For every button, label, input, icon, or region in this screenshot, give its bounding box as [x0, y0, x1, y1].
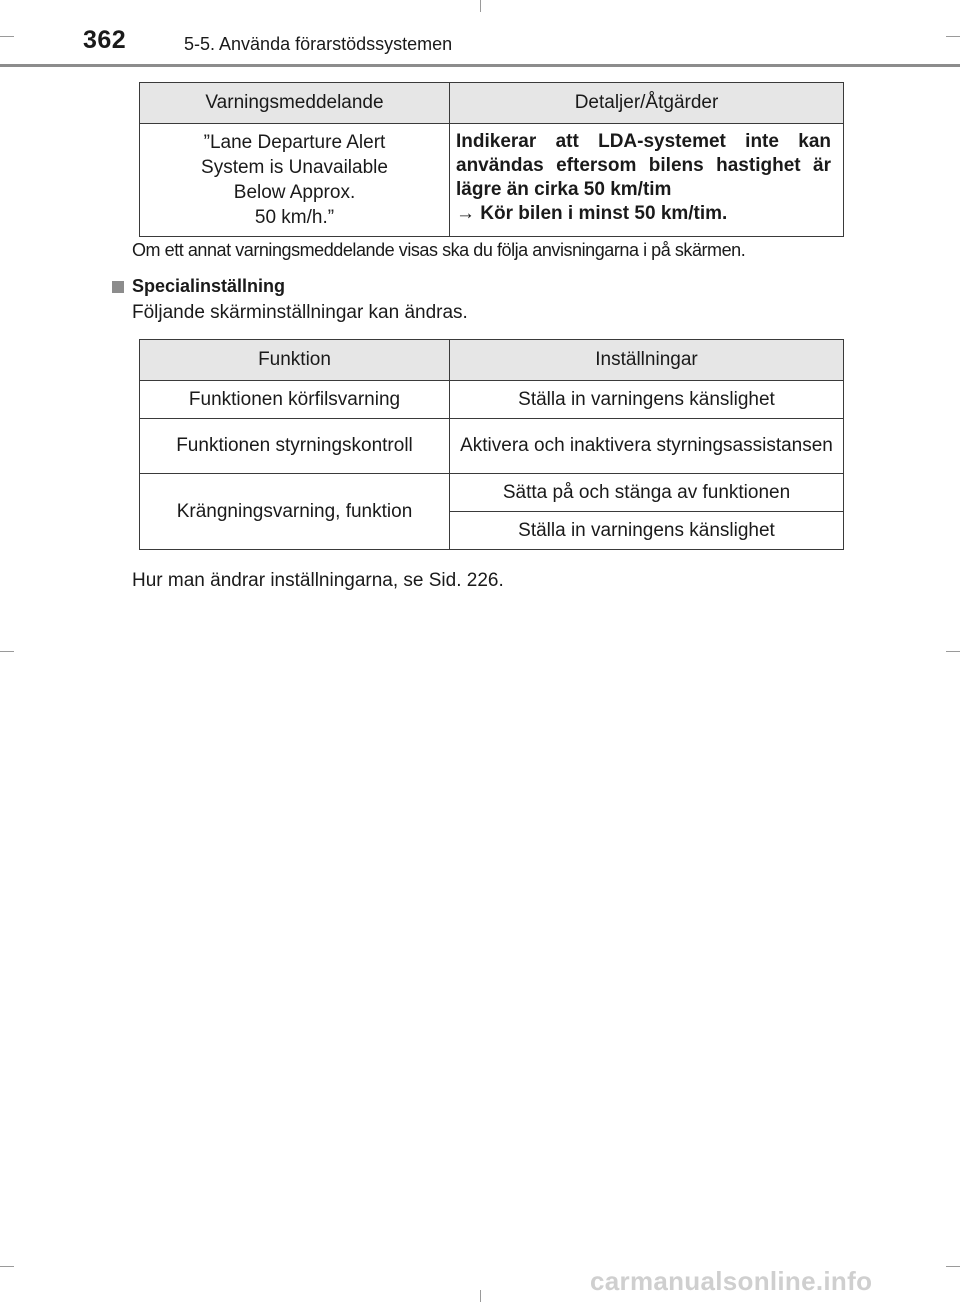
- setting-cell: Ställa in varningens känslighet: [450, 512, 844, 550]
- other-warnings-text: Om ett annat varningsmeddelande visas ska du följa anvisningarna i på skärmen.: [132, 240, 746, 260]
- table-row: [140, 124, 844, 237]
- table-row: [140, 381, 844, 419]
- table-header-row: [140, 83, 844, 124]
- crop-mark: [0, 651, 14, 652]
- table-row: [140, 474, 844, 512]
- special-setting-heading: [112, 276, 285, 297]
- footer-note: Hur man ändrar inställningarna, se Sid. 226.: [132, 570, 504, 591]
- crop-mark: [0, 1266, 14, 1267]
- setting-cell: Sätta på och stänga av funktionen: [450, 474, 844, 512]
- crop-mark: [946, 1266, 960, 1267]
- column-header: Inställningar: [450, 340, 844, 381]
- function-cell: Funktionen styrningskontroll: [140, 419, 450, 474]
- table-header-row: [140, 340, 844, 381]
- message-line: Below Approx.: [233, 182, 356, 203]
- square-bullet-icon: [112, 281, 124, 293]
- section-title: 5-5. Använda förarstödssystemen: [184, 34, 453, 54]
- table-row: [140, 419, 844, 474]
- crop-mark: [0, 36, 14, 37]
- message-line: ”Lane Departure Alert: [203, 132, 386, 153]
- setting-cell: Ställa in varningens känslighet: [450, 381, 844, 419]
- crop-mark: [480, 0, 481, 12]
- function-cell: Funktionen körfilsvarning: [140, 381, 450, 419]
- crop-mark: [480, 1290, 481, 1302]
- warning-message-table: [139, 82, 844, 237]
- message-line: 50 km/h.”: [254, 207, 335, 228]
- action-text: Kör bilen i minst 50 km/tim.: [480, 203, 728, 224]
- column-header: Funktion: [140, 340, 450, 381]
- warning-details-cell: [450, 124, 844, 237]
- function-cell: Krängningsvarning, funktion: [140, 474, 450, 550]
- special-heading-text: Specialinställning: [132, 276, 286, 296]
- crop-mark: [946, 36, 960, 37]
- setting-cell: Aktivera och inaktivera styrningsassistansen: [450, 419, 844, 474]
- header-rule: [0, 64, 960, 67]
- action-line: [456, 202, 831, 226]
- message-line: System is Unavailable: [201, 157, 388, 178]
- arrow-icon: →: [456, 203, 475, 224]
- special-intro-text: Följande skärminställningar kan ändras.: [132, 302, 468, 323]
- warning-message-cell: [140, 124, 450, 237]
- watermark: carmanualsonline.info: [590, 1266, 873, 1296]
- column-header: Detaljer/Åtgärder: [450, 83, 844, 124]
- settings-table: [139, 339, 844, 550]
- column-header: Varningsmeddelande: [140, 83, 450, 124]
- crop-mark: [946, 651, 960, 652]
- page-number: 362: [83, 26, 127, 54]
- details-text: Indikerar att LDA-systemet inte kan användas eftersom bilens hastighet är lägre än cirka 50 km/tim: [456, 131, 831, 200]
